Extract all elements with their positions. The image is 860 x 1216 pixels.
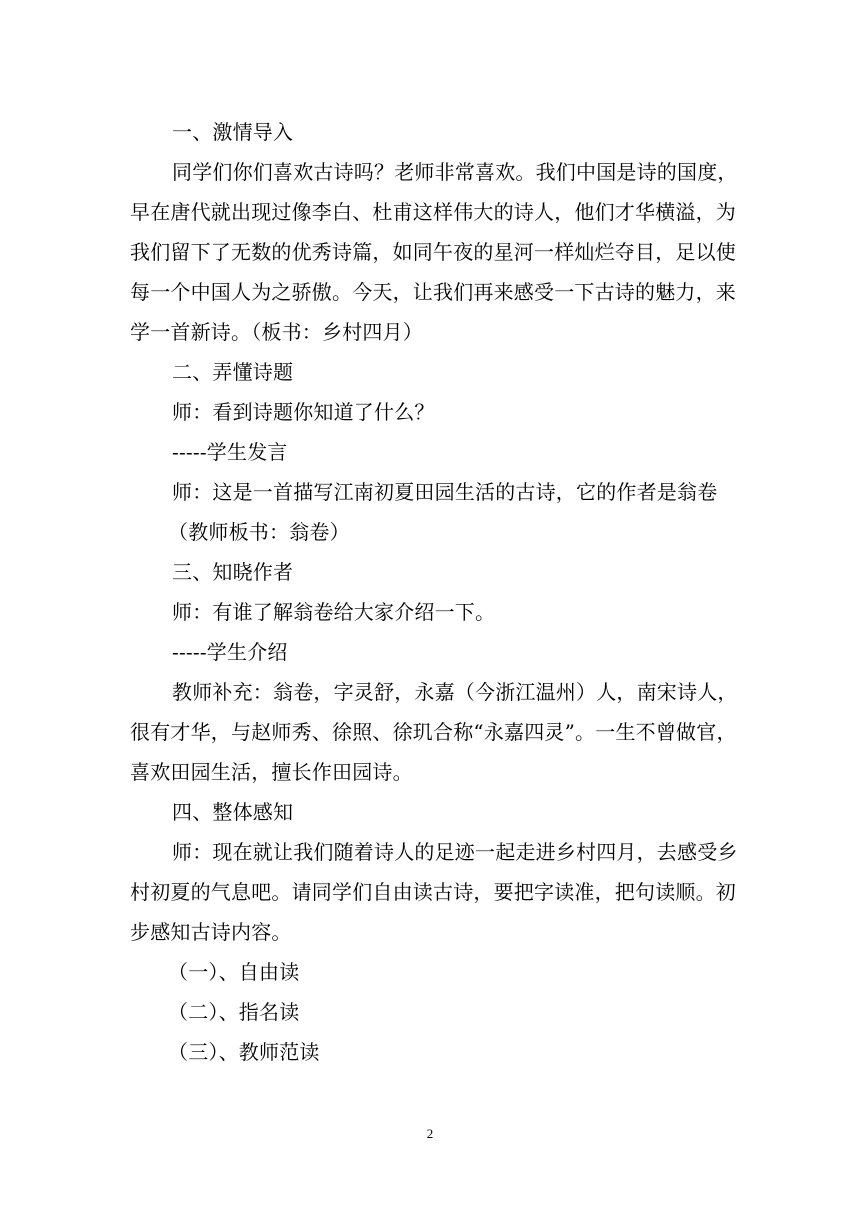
paragraph-line: 师：看到诗题你知道了什么？ <box>172 400 435 424</box>
paragraph-line: 教师补充：翁卷，字灵舒，永嘉（今浙江温州）人，南宋诗人， <box>172 680 738 704</box>
paragraph-line: 同学们你们喜欢古诗吗？老师非常喜欢。我们中国是诗的国度， <box>172 160 738 184</box>
paragraph-line: -----学生介绍 <box>172 640 288 664</box>
section-heading-4: 四、整体感知 <box>172 800 294 824</box>
paragraph-line: 师：现在就让我们随着诗人的足迹一起走进乡村四月，去感受乡 <box>172 840 738 864</box>
section-heading-3: 三、知晓作者 <box>172 560 294 584</box>
page-number: 2 <box>426 1126 434 1141</box>
document-body <box>130 112 738 1072</box>
paragraph-line: 村初夏的气息吧。请同学们自由读古诗，要把字读准，把句读顺。初 <box>130 880 736 904</box>
paragraph-line: 我们留下了无数的优秀诗篇，如同午夜的星河一样灿烂夺目，足以使 <box>130 240 736 264</box>
paragraph-line: 师：这是一首描写江南初夏田园生活的古诗，它的作者是翁卷 <box>172 480 718 504</box>
paragraph-line: 师：有谁了解翁卷给大家介绍一下。 <box>172 600 496 624</box>
section-heading-1: 一、激情导入 <box>172 120 294 144</box>
paragraph-line: 早在唐代就出现过像李白、杜甫这样伟大的诗人，他们才华横溢，为 <box>130 200 736 224</box>
paragraph-line: （教师板书：翁卷） <box>168 520 350 544</box>
paragraph-line: 步感知古诗内容。 <box>130 920 292 944</box>
list-item: （一）、自由读 <box>168 960 300 984</box>
list-item: （三）、教师范读 <box>168 1040 320 1064</box>
paragraph-line: 每一个中国人为之骄傲。今天，让我们再来感受一下古诗的魅力，来 <box>130 280 736 304</box>
list-item: （二）、指名读 <box>168 1000 300 1024</box>
section-heading-2: 二、弄懂诗题 <box>172 360 294 384</box>
paragraph-line: 很有才华，与赵师秀、徐照、徐玑合称“永嘉四灵”。一生不曾做官， <box>130 720 737 744</box>
paragraph-line: 学一首新诗。（板书：乡村四月） <box>130 320 423 344</box>
paragraph-line: 喜欢田园生活，擅长作田园诗。 <box>130 760 413 784</box>
paragraph-line: -----学生发言 <box>172 440 288 464</box>
